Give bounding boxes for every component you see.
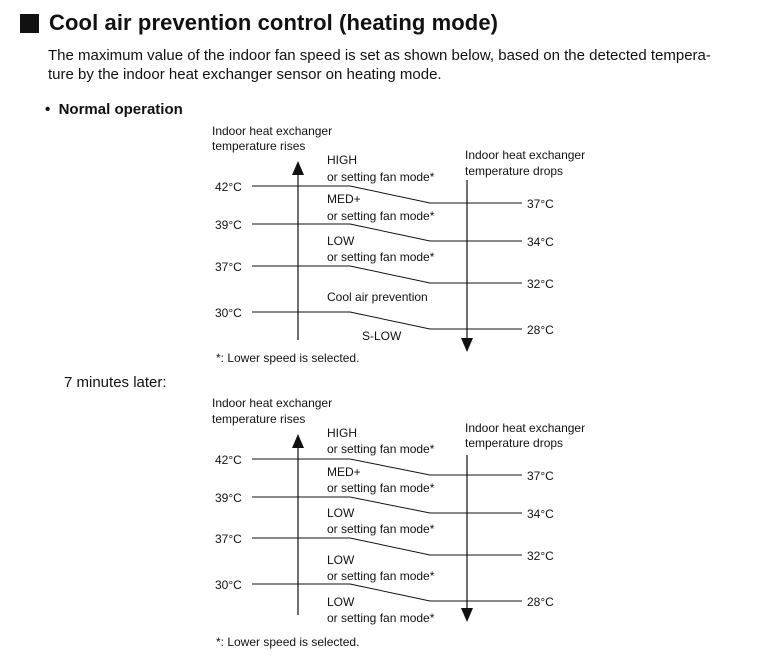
arrow-down-icon — [461, 338, 473, 352]
drops-label-line-1: Indoor heat exchanger — [465, 148, 586, 162]
intro-line-2: ture by the indoor heat exchanger sensor on heating mode. — [48, 66, 442, 83]
arrow-up-icon — [292, 161, 304, 175]
zone-low-note: or setting fan mode* — [327, 522, 435, 536]
drops-label-line-2: temperature drops — [465, 164, 564, 178]
threshold-line-37-32 — [252, 538, 522, 555]
arrow-up-icon — [292, 434, 304, 448]
drop-temp-34: 34°C — [527, 235, 554, 249]
footnote-1: *: Lower speed is selected. — [216, 351, 360, 365]
zone-high: HIGH — [327, 426, 357, 440]
drop-temp-34: 34°C — [527, 507, 554, 521]
zone-high-note: or setting fan mode* — [327, 442, 435, 456]
diagram-normal-operation — [212, 124, 585, 365]
drop-temp-28: 28°C — [527, 323, 554, 337]
threshold-line-39-34 — [252, 224, 522, 241]
rise-temp-39: 39°C — [215, 491, 242, 505]
rise-temp-37: 37°C — [215, 260, 242, 274]
threshold-line-42-37 — [252, 459, 522, 475]
zone-high: HIGH — [327, 153, 357, 167]
bullet-label: Normal operation — [58, 101, 183, 118]
threshold-line-30-28 — [252, 584, 522, 601]
zone-low: LOW — [327, 506, 355, 520]
threshold-line-30-28 — [252, 312, 522, 329]
intro-line-1: The maximum value of the indoor fan speed is set as shown below, based on the detected tempera- — [48, 47, 711, 64]
arrow-down-icon — [461, 608, 473, 622]
rise-temp-42: 42°C — [215, 453, 242, 467]
zone-low-3: LOW — [327, 595, 355, 609]
zone-low-3-note: or setting fan mode* — [327, 611, 435, 625]
diagram-seven-minutes-later — [212, 396, 585, 649]
zone-med-plus-note: or setting fan mode* — [327, 481, 435, 495]
rises-label-line-2: temperature rises — [212, 139, 306, 153]
threshold-line-39-34 — [252, 497, 522, 513]
threshold-line-42-37 — [252, 186, 522, 203]
rise-temp-37: 37°C — [215, 532, 242, 546]
zone-low-2: LOW — [327, 553, 355, 567]
drops-label-line-2: temperature drops — [465, 436, 564, 450]
zone-low: LOW — [327, 234, 355, 248]
zone-cool-air-prevention: Cool air prevention — [327, 290, 428, 304]
heading-title: Cool air prevention control (heating mode) — [49, 10, 499, 35]
bullet-dot-icon: • — [45, 101, 59, 118]
drop-temp-28: 28°C — [527, 595, 554, 609]
zone-s-low: S-LOW — [362, 329, 402, 343]
rises-label-line-2: temperature rises — [212, 412, 306, 426]
zone-high-note: or setting fan mode* — [327, 170, 435, 184]
rise-temp-42: 42°C — [215, 180, 242, 194]
zone-med-plus: MED+ — [327, 192, 361, 206]
drop-temp-37: 37°C — [527, 197, 554, 211]
drop-temp-32: 32°C — [527, 277, 554, 291]
drops-label-line-1: Indoor heat exchanger — [465, 421, 586, 435]
drop-temp-37: 37°C — [527, 469, 554, 483]
rises-label-line-1: Indoor heat exchanger — [212, 396, 333, 410]
rise-temp-30: 30°C — [215, 578, 242, 592]
zone-med-plus: MED+ — [327, 465, 361, 479]
footnote-2: *: Lower speed is selected. — [216, 635, 360, 649]
threshold-line-37-32 — [252, 266, 522, 283]
rises-label-line-1: Indoor heat exchanger — [212, 124, 333, 138]
zone-med-plus-note: or setting fan mode* — [327, 209, 435, 223]
drop-temp-32: 32°C — [527, 549, 554, 563]
seven-minutes-later-label: 7 minutes later: — [64, 374, 167, 391]
rise-temp-39: 39°C — [215, 218, 242, 232]
rise-temp-30: 30°C — [215, 306, 242, 320]
zone-low-note: or setting fan mode* — [327, 250, 435, 264]
zone-low-2-note: or setting fan mode* — [327, 569, 435, 583]
